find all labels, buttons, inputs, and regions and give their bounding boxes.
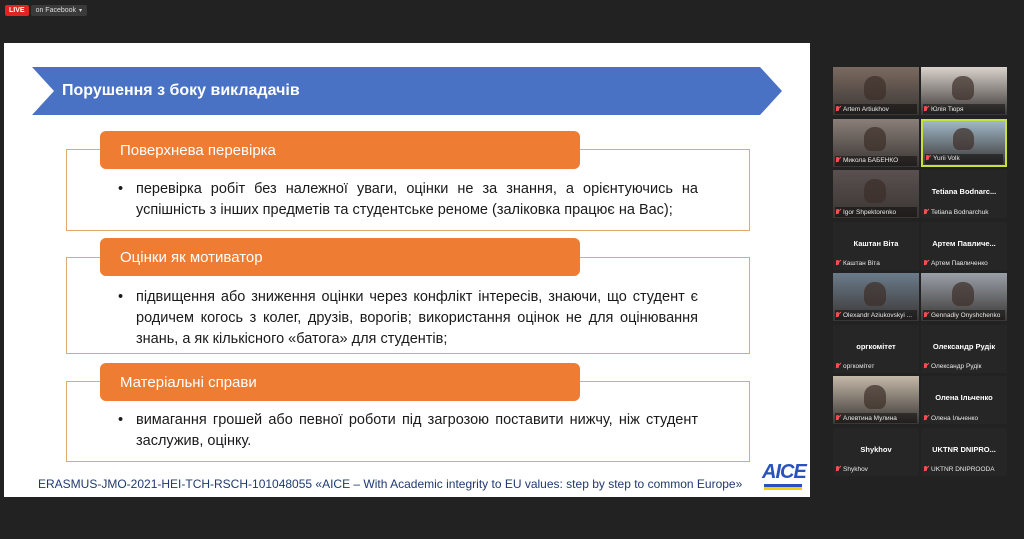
participant-name: Gennadiy Onyshchenko bbox=[931, 311, 1001, 319]
mic-muted-icon bbox=[835, 466, 841, 473]
participant-name: Артем Павличенко bbox=[931, 260, 988, 267]
participant-tile[interactable] bbox=[833, 170, 919, 218]
participant-name-label bbox=[835, 465, 917, 475]
mic-muted-icon bbox=[923, 209, 929, 216]
mic-muted-icon bbox=[835, 312, 841, 319]
logo-stripe-yellow bbox=[764, 487, 802, 490]
participant-name-label bbox=[923, 104, 1005, 114]
participant-name: Yurii Volk bbox=[933, 155, 960, 162]
section-heading-1 bbox=[100, 131, 580, 169]
participant-name-label bbox=[923, 465, 1005, 475]
participant-name: Olexandr Aziukovskyi ... bbox=[843, 311, 912, 319]
participant-name-label bbox=[835, 104, 917, 114]
section-heading-2 bbox=[100, 238, 580, 276]
mic-muted-icon bbox=[923, 312, 929, 319]
participant-name: Олена Ільченко bbox=[931, 414, 979, 422]
participant-display-name: Артем Павличе... bbox=[932, 238, 996, 248]
bullet-icon: • bbox=[118, 181, 124, 197]
section-bullet-2-text: підвищення або зниження оцінки через конфлікт інтересів, знаючи, що студент є родичем когось з колег, друзів, ворогів; використання оцінок не для оцінювання знань, а як кількісного «батога» для студентів; bbox=[136, 289, 698, 347]
participant-name-label bbox=[923, 310, 1005, 320]
mic-muted-icon bbox=[835, 106, 841, 113]
participant-name: оргкомітет bbox=[843, 363, 875, 370]
slide-title: Порушення з боку викладачів bbox=[62, 82, 300, 99]
mic-muted-icon bbox=[835, 260, 841, 267]
mic-muted-icon bbox=[923, 260, 929, 267]
participant-tile[interactable] bbox=[921, 325, 1007, 373]
participant-name-label bbox=[923, 413, 1005, 423]
section-heading-3-text: Матеріальні справи bbox=[120, 373, 257, 391]
participant-silhouette-icon bbox=[952, 282, 974, 306]
participant-display-name: Shykhov bbox=[860, 444, 892, 454]
participant-silhouette-icon bbox=[864, 385, 886, 409]
participant-name: Юлія Тюря bbox=[931, 105, 964, 113]
section-bullet-2 bbox=[118, 287, 698, 350]
participant-name-label bbox=[835, 310, 917, 320]
chevron-down-icon: ▾ bbox=[79, 7, 83, 14]
participant-name-label bbox=[835, 259, 917, 269]
mic-muted-icon bbox=[923, 106, 929, 113]
participant-tile[interactable] bbox=[833, 222, 919, 270]
participant-tile[interactable] bbox=[833, 428, 919, 476]
participant-name-label bbox=[923, 207, 1005, 217]
participant-display-name: оргкомітет bbox=[856, 341, 896, 351]
participant-tile[interactable] bbox=[921, 170, 1007, 218]
participant-tile[interactable] bbox=[833, 325, 919, 373]
bullet-icon: • bbox=[118, 289, 124, 305]
participant-name: Каштан Віта bbox=[843, 260, 880, 267]
participant-silhouette-icon bbox=[864, 76, 886, 100]
participant-silhouette-icon bbox=[952, 76, 974, 100]
participant-name-label bbox=[835, 207, 917, 217]
participant-tile[interactable] bbox=[833, 119, 919, 167]
section-bullet-3 bbox=[118, 410, 698, 452]
participant-silhouette-icon bbox=[864, 127, 886, 151]
participant-display-name: Олена Ільченко bbox=[935, 393, 993, 402]
participant-name-label bbox=[925, 154, 1003, 164]
participant-name: Микола БАБЕНКО bbox=[843, 157, 899, 164]
live-indicator[interactable] bbox=[5, 3, 87, 17]
section-bullet-1-text: перевірка робіт без належної уваги, оцінки не за знання, а орієнтуючись на успішність з інших предметів та студентське реноме (заліковка працює на Вас); bbox=[136, 181, 698, 218]
live-destination-dropdown[interactable] bbox=[31, 5, 88, 16]
participant-name: UKTNR DNIPROODA bbox=[931, 466, 995, 473]
participant-name: Tetiana Bodnarchuk bbox=[931, 208, 989, 216]
participant-tile[interactable] bbox=[921, 273, 1007, 321]
mic-muted-icon bbox=[835, 415, 841, 422]
participant-name-label bbox=[923, 362, 1005, 372]
participant-display-name: Олександр Рудік bbox=[932, 341, 996, 351]
live-badge: LIVE bbox=[5, 5, 29, 16]
participant-tile[interactable] bbox=[921, 67, 1007, 115]
section-bullet-3-text: вимагання грошей або певної роботи під загрозою поставити нижчу, ніж студент заслужив, оцінку. bbox=[136, 412, 698, 449]
participant-silhouette-icon bbox=[864, 179, 886, 203]
participant-tile[interactable] bbox=[921, 428, 1007, 476]
bullet-icon: • bbox=[118, 412, 124, 428]
mic-muted-icon bbox=[923, 466, 929, 473]
participant-tile[interactable] bbox=[833, 273, 919, 321]
section-heading-2-text: Оцінки як мотиватор bbox=[120, 248, 263, 266]
participant-tile[interactable] bbox=[833, 376, 919, 424]
mic-muted-icon bbox=[923, 363, 929, 370]
participant-name-label bbox=[835, 413, 917, 423]
participant-name: Shykhov bbox=[843, 466, 868, 473]
mic-muted-icon bbox=[835, 157, 841, 164]
participant-name-label bbox=[835, 156, 917, 166]
participant-name-label bbox=[923, 259, 1005, 269]
mic-muted-icon bbox=[835, 209, 841, 216]
section-bullet-1 bbox=[118, 179, 698, 221]
aice-logo bbox=[762, 461, 804, 491]
title-banner bbox=[32, 67, 782, 115]
participant-tile[interactable] bbox=[921, 376, 1007, 424]
mic-muted-icon bbox=[835, 363, 841, 370]
shared-slide bbox=[4, 43, 810, 497]
participant-name-label bbox=[835, 362, 917, 372]
participant-tile[interactable] bbox=[833, 67, 919, 115]
participant-tile[interactable] bbox=[921, 222, 1007, 270]
participant-name: Artem Artiukhov bbox=[843, 105, 889, 113]
live-destination-label: on Facebook bbox=[35, 6, 77, 14]
participant-name: Igor Shpektorenko bbox=[843, 208, 897, 216]
participant-name: Олександр Рудік bbox=[931, 363, 982, 370]
participant-display-name: UKTNR DNIPRO... bbox=[932, 444, 996, 454]
participant-silhouette-icon bbox=[953, 128, 974, 150]
section-heading-1-text: Поверхнева перевірка bbox=[120, 141, 276, 159]
participant-tile[interactable] bbox=[921, 119, 1007, 167]
participant-display-name: Каштан Віта bbox=[853, 238, 899, 248]
slide-footer: ERASMUS-JMO-2021-HEI-TCH-RSCH-101048055 «AICE – With Academic integrity to EU values: step by step to common Europe» bbox=[38, 477, 743, 491]
participant-silhouette-icon bbox=[864, 282, 886, 306]
section-heading-3 bbox=[100, 363, 580, 401]
participant-name: Алевтина Мулина bbox=[843, 414, 897, 422]
mic-muted-icon bbox=[925, 155, 931, 162]
participant-display-name: Tetiana Bodnarc... bbox=[931, 187, 997, 196]
mic-muted-icon bbox=[923, 415, 929, 422]
aice-logo-text: AICE bbox=[762, 461, 806, 483]
